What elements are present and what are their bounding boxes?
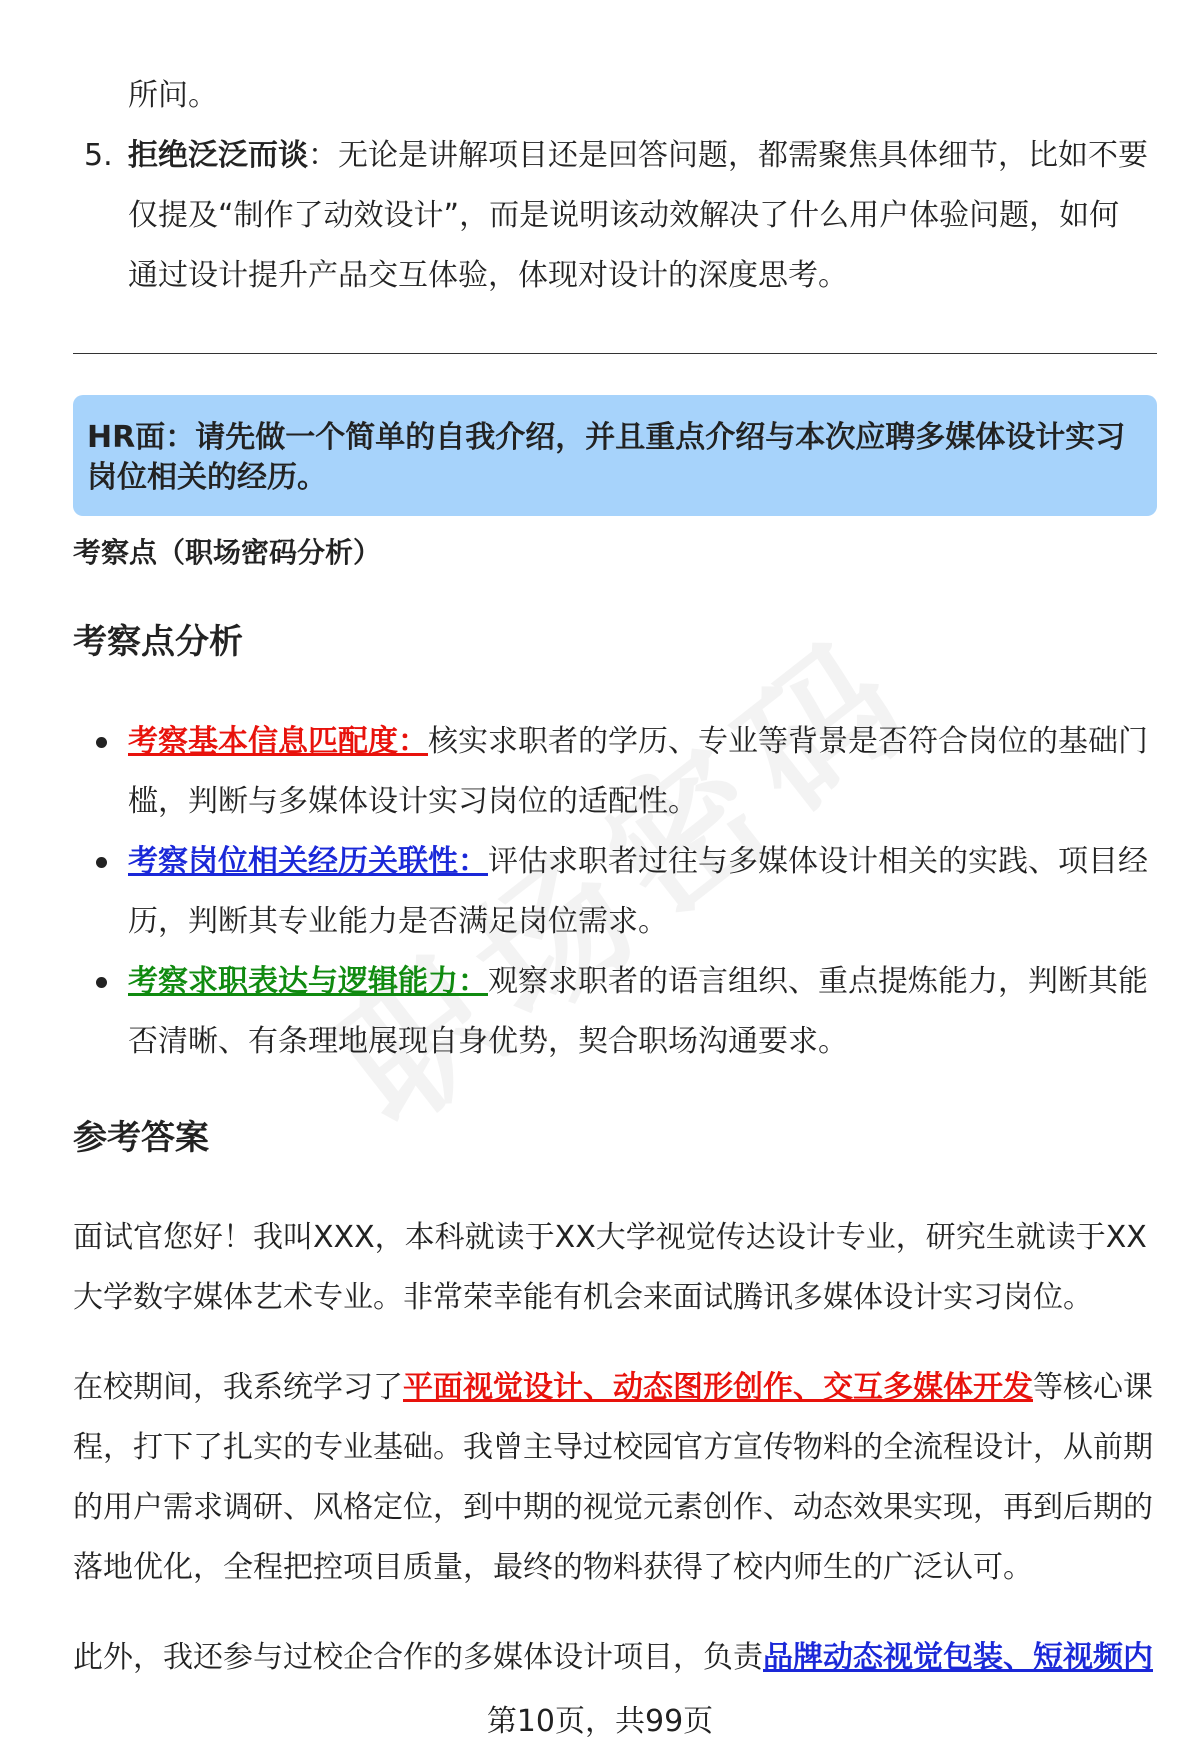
question-line2: 岗位相关的经历。	[87, 460, 327, 495]
list-item-5-text: ：无论是讲解项目还是回答问题，都需聚焦具体细节，比如不要	[308, 138, 1148, 173]
paragraph-tail: 所问。	[128, 78, 218, 113]
answer-p1-line2: 大学数字媒体艺术专业。非常荣幸能有机会来面试腾讯多媒体设计实习岗位。	[73, 1280, 1093, 1315]
answer-p2-line1	[73, 1358, 1153, 1418]
answer-p2-pre: 在校期间，我系统学习了	[73, 1370, 403, 1405]
analysis-item-3-line1	[128, 952, 1148, 1012]
answer-p3-highlight: 品牌动态视觉包装、短视频内	[763, 1640, 1153, 1675]
answer-p1-line1: 面试官您好！我叫XXX，本科就读于XX大学视觉传达设计专业，研究生就读于XX	[73, 1220, 1147, 1255]
answer-p3-pre: 此外，我还参与过校企合作的多媒体设计项目，负责	[73, 1640, 763, 1675]
list-item-5-line1	[128, 126, 1148, 186]
list-item-5-line3: 通过设计提升产品交互体验，体现对设计的深度思考。	[128, 258, 848, 293]
answer-heading: 参考答案	[73, 1118, 209, 1158]
answer-p2-line4: 落地优化，全程把控项目质量，最终的物料获得了校内师生的广泛认可。	[73, 1550, 1033, 1585]
answer-p2-post: 等核心课	[1033, 1370, 1153, 1405]
bullet-dot	[96, 737, 107, 748]
analysis-item-1-text: 核实求职者的学历、专业等背景是否符合岗位的基础门	[428, 724, 1148, 759]
horizontal-divider	[73, 353, 1157, 354]
analysis-item-3-text: 观察求职者的语言组织、重点提炼能力，判断其能	[488, 964, 1148, 999]
page-footer: 第10页，共99页	[486, 1704, 714, 1739]
analysis-item-2-title: 考察岗位相关经历关联性：	[128, 844, 488, 879]
bullet-dot	[96, 977, 107, 988]
section-subtitle: 考察点（职场密码分析）	[73, 536, 382, 569]
list-item-5-title: 拒绝泛泛而谈	[128, 138, 308, 173]
analysis-heading: 考察点分析	[73, 622, 243, 662]
analysis-item-1-line2: 槛，判断与多媒体设计实习岗位的适配性。	[128, 784, 698, 819]
answer-p2-line2: 程，打下了扎实的专业基础。我曾主导过校园官方宣传物料的全流程设计，从前期	[73, 1430, 1153, 1465]
analysis-item-2-text: 评估求职者过往与多媒体设计相关的实践、项目经	[488, 844, 1148, 879]
question-box	[73, 395, 1157, 516]
bullet-dot	[96, 857, 107, 868]
list-item-5-line2: 仅提及“制作了动效设计”，而是说明该动效解决了什么用户体验问题，如何	[128, 198, 1120, 233]
analysis-item-3-line2: 否清晰、有条理地展现自身优势，契合职场沟通要求。	[128, 1024, 848, 1059]
analysis-item-3-title: 考察求职表达与逻辑能力：	[128, 964, 488, 999]
question-line1: HR面：请先做一个简单的自我介绍，并且重点介绍与本次应聘多媒体设计实习	[87, 420, 1126, 455]
list-number: 5.	[84, 138, 113, 173]
analysis-item-2-line1	[128, 832, 1148, 892]
analysis-item-1-line1	[128, 712, 1148, 772]
analysis-item-1-title: 考察基本信息匹配度：	[128, 724, 428, 759]
analysis-item-2-line2: 历，判断其专业能力是否满足岗位需求。	[128, 904, 668, 939]
answer-p3-line1	[73, 1628, 1153, 1688]
answer-p2-line3: 的用户需求调研、风格定位，到中期的视觉元素创作、动态效果实现，再到后期的	[73, 1490, 1153, 1525]
answer-p2-highlight: 平面视觉设计、动态图形创作、交互多媒体开发	[403, 1370, 1033, 1405]
